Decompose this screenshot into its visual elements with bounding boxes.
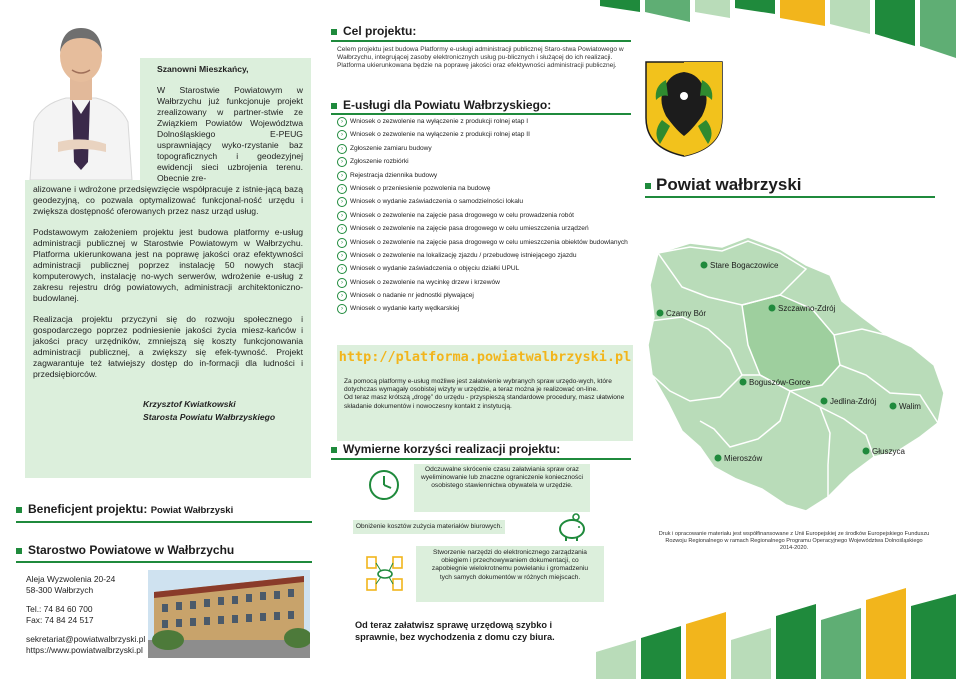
eu-funding-note: Druk i opracowanie materiału jest współfinansowane z Unii Europejskiej ze środków Europejskiego Funduszu Rozwoju Regionalnego w ramach Regionalnego Programu Operacyjnego Województwa Dolnośląskiego 2014-2020. [658, 531, 930, 551]
list-item: › Zgłoszenie zamiaru budowy [337, 145, 632, 153]
list-item: › Zgłoszenie rozbiórki [337, 158, 632, 166]
chevron-right-icon: › [337, 251, 347, 261]
town-label-boguszow-gorce: Boguszów-Gorce [749, 378, 811, 387]
benefit-2: Obniżenie kosztów zużycia materiałów biurowych. [353, 520, 505, 534]
letter-paragraph-1b: alizowane i wdrożone przedsięwzięcie współpracuje z istnie-jącą bazą geodezyjną, co pozwala optymalizować funkcjonal-ność urzędu i zwiększa dostępność oferowanych przez nasz urząd usług. [33, 184, 303, 216]
benefits-heading: Wymierne korzyści realizacji projektu: [331, 442, 560, 456]
town-marker [701, 262, 708, 269]
chevron-right-icon: › [337, 197, 347, 207]
bullet-square [331, 447, 337, 453]
list-item: › Rejestracja dziennika budowy [337, 172, 632, 180]
chevron-right-icon: › [337, 157, 347, 167]
eservices-heading: E-usługi dla Powiatu Wałbrzyskiego: [331, 98, 551, 112]
divider-line [331, 113, 631, 115]
chevron-right-icon: › [337, 304, 347, 314]
office-city: 58-300 Wałbrzych [26, 584, 94, 595]
platform-url-link[interactable]: http://platforma.powiatwalbrzyski.pl [338, 349, 632, 365]
platform-text-2: Od teraz masz krótszą „drogę” do urzędu - przyspieszą standardowe procedury, masz ułatwione składanie dokumentów i nowoczesny kontakt z instytucją. [344, 394, 625, 410]
letter-paragraph-1a: W Starostwie Powiatowym w Wałbrzychu już funkcjonuje projekt zrealizowany w partner-stwie ze Związkiem Powiatów Województwa Dolnośląskiego E-PEUG usprawniający wyko-rzystanie baz topograficznych i geodezyjnej ewidencji sieci uzbrojenia terenu. Obecnie zre- [157, 85, 303, 183]
divider-line [16, 561, 312, 563]
signature-name: Krzysztof Kwiatkowski [143, 399, 236, 409]
town-label-stare-bogaczowice: Stare Bogaczowice [710, 261, 779, 270]
town-marker [890, 403, 897, 410]
top-stripes [600, 0, 956, 58]
signature-title: Starosta Powiatu Wałbrzyskiego [143, 412, 276, 422]
bullet-square [16, 507, 22, 513]
list-item: › Wniosek o zezwolenie na zajęcie pasa drogowego w celu umieszczenia urządzeń [337, 225, 632, 233]
chevron-right-icon: › [337, 291, 347, 301]
office-www[interactable]: https://www.powiatwalbrzyski.pl [26, 644, 143, 655]
bullet-square [645, 183, 651, 189]
divider-line [645, 196, 935, 198]
town-marker [657, 310, 664, 317]
town-marker [715, 455, 722, 462]
piggy-bank-icon [556, 512, 590, 542]
letter-paragraph-2: Podstawowym założeniem projektu jest budowa platformy e-usług administracji publicznej w Starostwie Powiatowym w Wałbrzychu. Platforma ukierunkowana jest na poprawę jakości oraz efektywności administracji publicznej poprzez instalację 50 nowych stacji komputerowych, instalację no-wych serwerów, wdrożenie e-usług z zakresu rejestru dróg powiatowych, administracji architektoniczno-budowlanej. [33, 227, 303, 303]
list-item: › Wniosek o zezwolenie na lokalizację zjazdu / przebudowę istniejącego zjazdu [337, 252, 632, 260]
network-documents-icon [365, 555, 405, 593]
office-email[interactable]: sekretariat@powiatwalbrzyski.pl [26, 634, 146, 644]
eservices-list [337, 118, 632, 319]
list-item: › Wniosek o wydanie zaświadczenia o samodzielności lokalu [337, 198, 632, 206]
list-item: › Wniosek o zezwolenie na zajęcie pasa drogowego w celu prowadzenia robót [337, 212, 632, 220]
bullet-square [331, 29, 337, 35]
town-label-szczawno-zdroj: Szczawno-Zdrój [778, 304, 836, 313]
town-label-mieroszow: Mieroszów [724, 454, 763, 463]
office-building-photo [148, 570, 310, 658]
coat-of-arms [644, 60, 724, 158]
beneficiary-value: Powiat Wałbrzyski [150, 505, 234, 516]
beneficiary-heading: Beneficjent projektu: Powiat Wałbrzyski [16, 502, 233, 516]
list-item: › Wniosek o zezwolenie na wycinkę drzew i krzewów [337, 279, 632, 287]
list-item: › Wniosek o wydanie karty wędkarskiej [337, 305, 632, 313]
office-tel: Tel.: 74 84 60 700 [26, 604, 93, 614]
chevron-right-icon: › [337, 224, 347, 234]
list-item: › Wniosek o zezwolenie na zajęcie pasa drogowego w celu umieszczenia obiektów budowlanych [337, 239, 632, 247]
chevron-right-icon: › [337, 130, 347, 140]
bullet-square [331, 103, 337, 109]
goal-heading: Cel projektu: [331, 24, 416, 38]
town-marker [769, 305, 776, 312]
bottom-stripes [596, 588, 956, 679]
office-fax: Fax: 74 84 24 517 [26, 614, 94, 625]
chevron-right-icon: › [337, 211, 347, 221]
platform-text [344, 378, 626, 411]
office-heading: Starostwo Powiatowe w Wałbrzychu [16, 543, 234, 557]
list-item: › Wniosek o nadanie nr jednostki pływającej [337, 292, 632, 300]
platform-text-1: Za pomocą platformy e-usług możliwe jest załatwienie wybranych spraw urzędo-wych, które dotychczas wymagały osobistej wizyty w urzędzie, a teraz można je realizować on-line. [344, 378, 612, 394]
town-marker [740, 379, 747, 386]
benefit-1: Odczuwalne skrócenie czasu załatwiania spraw oraz wyeliminowanie lub znaczne ograniczenie konieczności osobistego stawiennictwa obywatela w urzędzie. [414, 464, 590, 512]
list-item: › Wniosek o zezwolenie na wyłączenie z produkcji rolnej etap I [337, 118, 632, 126]
chevron-right-icon: › [337, 264, 347, 274]
region-title: Powiat wałbrzyski [645, 175, 802, 195]
town-label-gluszyca: Głuszyca [872, 447, 905, 456]
chevron-right-icon: › [337, 184, 347, 194]
town-marker [863, 448, 870, 455]
divider-line [331, 458, 631, 460]
goal-text: Celem projektu jest budowa Platformy e-usługi administracji publicznej Staro-stwa Powiatowego w Wałbrzychu, integrującej zasoby elektronicznych usług pu-blicznych i służącej do ich realizacji. Platforma ukierunkowana będzie na poprawę jakości oraz efektywności administracji publicznej. [337, 46, 624, 70]
bullet-square [16, 548, 22, 554]
region-map [630, 225, 950, 515]
list-item: › Wniosek o przeniesienie pozwolenia na budowę [337, 185, 632, 193]
town-label-czarny-bor: Czarny Bór [666, 309, 707, 318]
office-address [26, 574, 146, 655]
town-label-walim: Walim [899, 402, 921, 411]
town-marker [821, 398, 828, 405]
divider-line [16, 521, 312, 523]
letter-greeting: Szanowni Mieszkańcy, [157, 64, 249, 74]
list-item: › Wniosek o zezwolenie na wyłączenie z produkcji rolnej etap II [337, 131, 632, 139]
list-item: › Wniosek o wydanie zaświadczenia o objęciu działki UPUL [337, 265, 632, 273]
chevron-right-icon: › [337, 278, 347, 288]
letter-signature [143, 398, 303, 424]
chevron-right-icon: › [337, 144, 347, 154]
clock-icon [367, 468, 401, 502]
closing-text: Od teraz załatwisz sprawę urzędową szybko i sprawnie, bez wychodzenia z domu czy biura. [355, 620, 555, 642]
chevron-right-icon: › [337, 238, 347, 248]
letter-paragraph-3: Realizacja projektu przyczyni się do rozwoju społecznego i gospodarczego poprzez podniesienie jakości życia miesz-kańców i jakości pracy urzędników, zmniejszą się koszty funkcjonowania administracji publicznej, a zwiększy się efek-tywność. Projekt zagwarantuje też łatwiejszy dostęp do in-formacji dla ludności i przedsiębiorców. [33, 314, 303, 379]
benefit-3: Stworzenie narzędzi do elektronicznego zarządzania obiegiem i przechowywaniem dokumentacji, co zapobiegnie wielokrotnemu powielaniu i gromadzeniu tych samych dokumentów w różnych miejscach. [416, 546, 604, 602]
divider-line [331, 40, 631, 42]
town-label-jedlina-zdroj: Jedlina-Zdrój [830, 397, 877, 406]
office-street: Aleja Wyzwolenia 20-24 [26, 574, 116, 584]
chevron-right-icon: › [337, 171, 347, 181]
chevron-right-icon: › [337, 117, 347, 127]
letter-text [33, 64, 303, 434]
